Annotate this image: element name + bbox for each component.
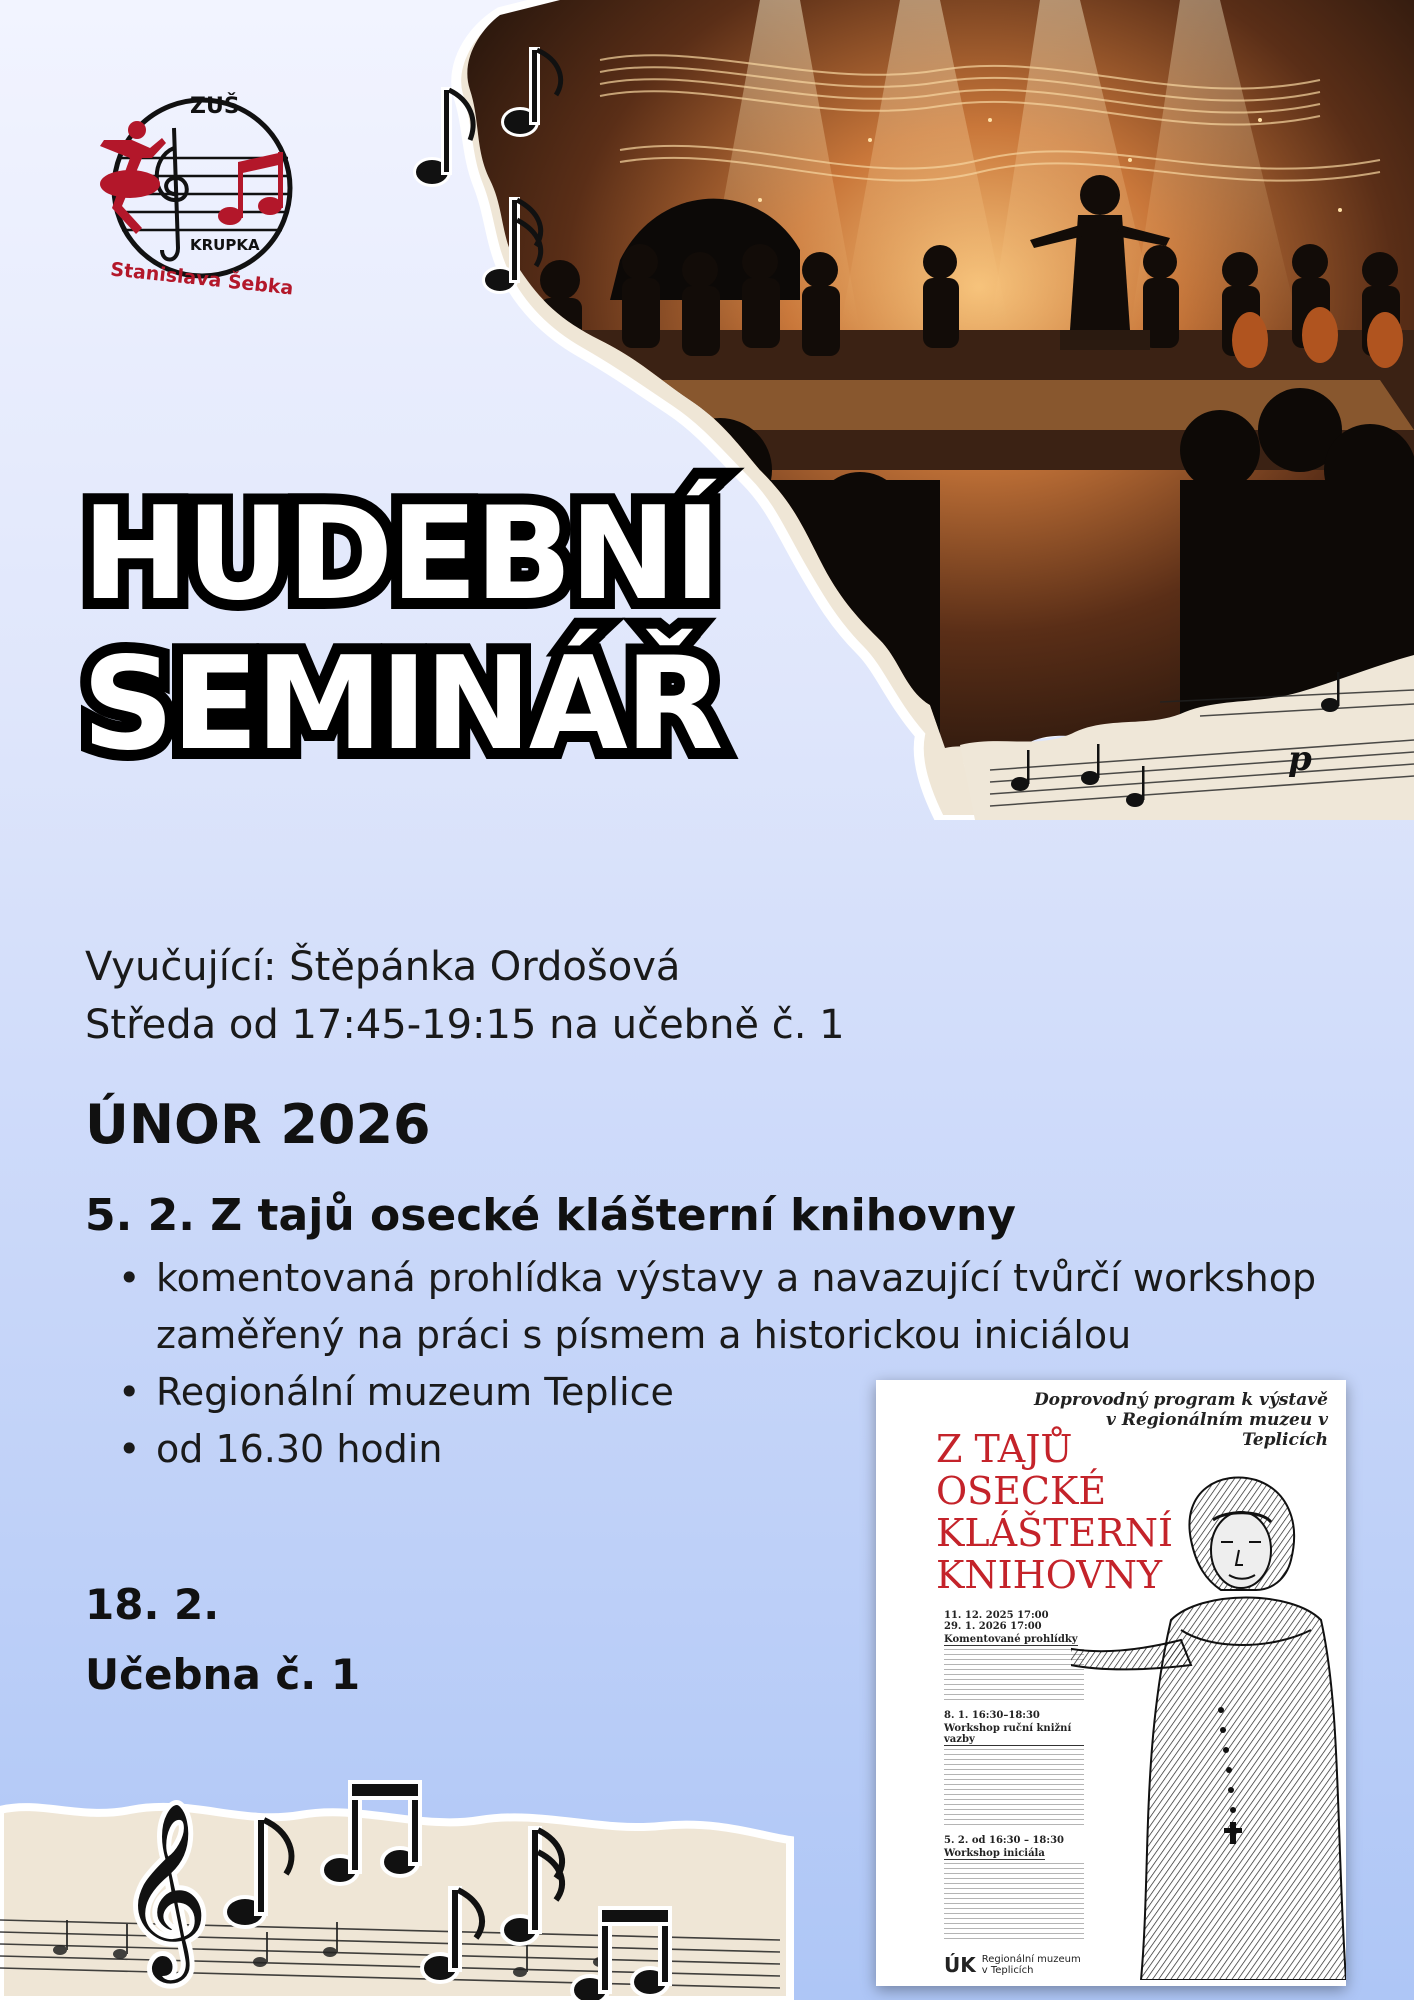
event-2-place: Učebna č. 1 (85, 1650, 361, 1699)
poster-section-2: Workshop ruční knižní vazby (944, 1723, 1084, 1746)
schedule-line: Středa od 17:45-19:15 na učebně č. 1 (85, 1002, 845, 1048)
poster-schedule (944, 1610, 1084, 1949)
event-1-time: • od 16.30 hodin (118, 1421, 1378, 1478)
poster-workshop-1-date: 8. 1. 16:30–18:30 (944, 1710, 1040, 1721)
event-2-date: 18. 2. (85, 1580, 220, 1629)
event-1-title: 5. 2. Z tajů osecké klášterní knihovny (85, 1190, 1016, 1241)
svg-text:p: p (1288, 739, 1312, 779)
title-line-2: SEMINÁŘ (82, 630, 721, 779)
page-title (82, 480, 720, 780)
poster-text-block (944, 1649, 1084, 1704)
poster-workshop-2-date: 5. 2. od 16:30 – 18:30 (944, 1835, 1064, 1846)
event-1-description: • komentovaná prohlídka výstavy a navazující tvůrčí workshop zaměřený na práci s písmem a historickou iniciálou (118, 1250, 1386, 1364)
poster-tagline-line-2: v Regionálním muzeu v Teplicích (1106, 1410, 1328, 1450)
poster-title-line-4: KNIHOVNY (936, 1553, 1163, 1597)
logo-school-name: Stanislava Šebka (109, 258, 295, 300)
logo-krupka-text: KRUPKA (190, 236, 260, 254)
museum-name-line-1: Regionální muzeum (981, 1954, 1081, 1965)
svg-text:𝄞: 𝄞 (120, 1802, 209, 1976)
month-heading: ÚNOR 2026 (85, 1093, 431, 1156)
logo-zus-text: ZUŠ (190, 94, 240, 119)
poster-text-block (944, 1749, 1084, 1829)
poster-title-line-3: KLÁŠTERNÍ (936, 1511, 1174, 1555)
monk-engraving-image (1071, 1450, 1346, 1980)
treble-clef-icon (120, 1802, 209, 1984)
poster-text-block (944, 1863, 1084, 1943)
event-1-location: • Regionální muzeum Teplice (118, 1364, 1378, 1421)
poster-footer (944, 1954, 1081, 1976)
museum-name-line-2: v Teplicích (981, 1965, 1034, 1976)
school-logo (92, 88, 302, 298)
poster-title-line-1: Z TAJŮ (936, 1427, 1073, 1471)
poster-tagline-line-1: Doprovodný program k výstavě (1033, 1390, 1328, 1410)
poster-section-1: Komentované prohlídky (944, 1634, 1078, 1645)
title-line-1: HUDEBNÍ (82, 480, 719, 629)
teacher-line: Vyučující: Štěpánka Ordošová (85, 944, 681, 990)
poster-date-2: 29. 1. 2026 17:00 (944, 1621, 1042, 1632)
poster-date-1: 11. 12. 2025 17:00 (944, 1610, 1049, 1621)
exhibition-poster (876, 1380, 1346, 1986)
seminar-info (85, 938, 845, 1054)
poster-section-3: Workshop iniciála (944, 1848, 1045, 1859)
poster-title-line-2: OSECKÉ (936, 1469, 1107, 1513)
museum-logo-mark: ÚK (944, 1952, 976, 1977)
